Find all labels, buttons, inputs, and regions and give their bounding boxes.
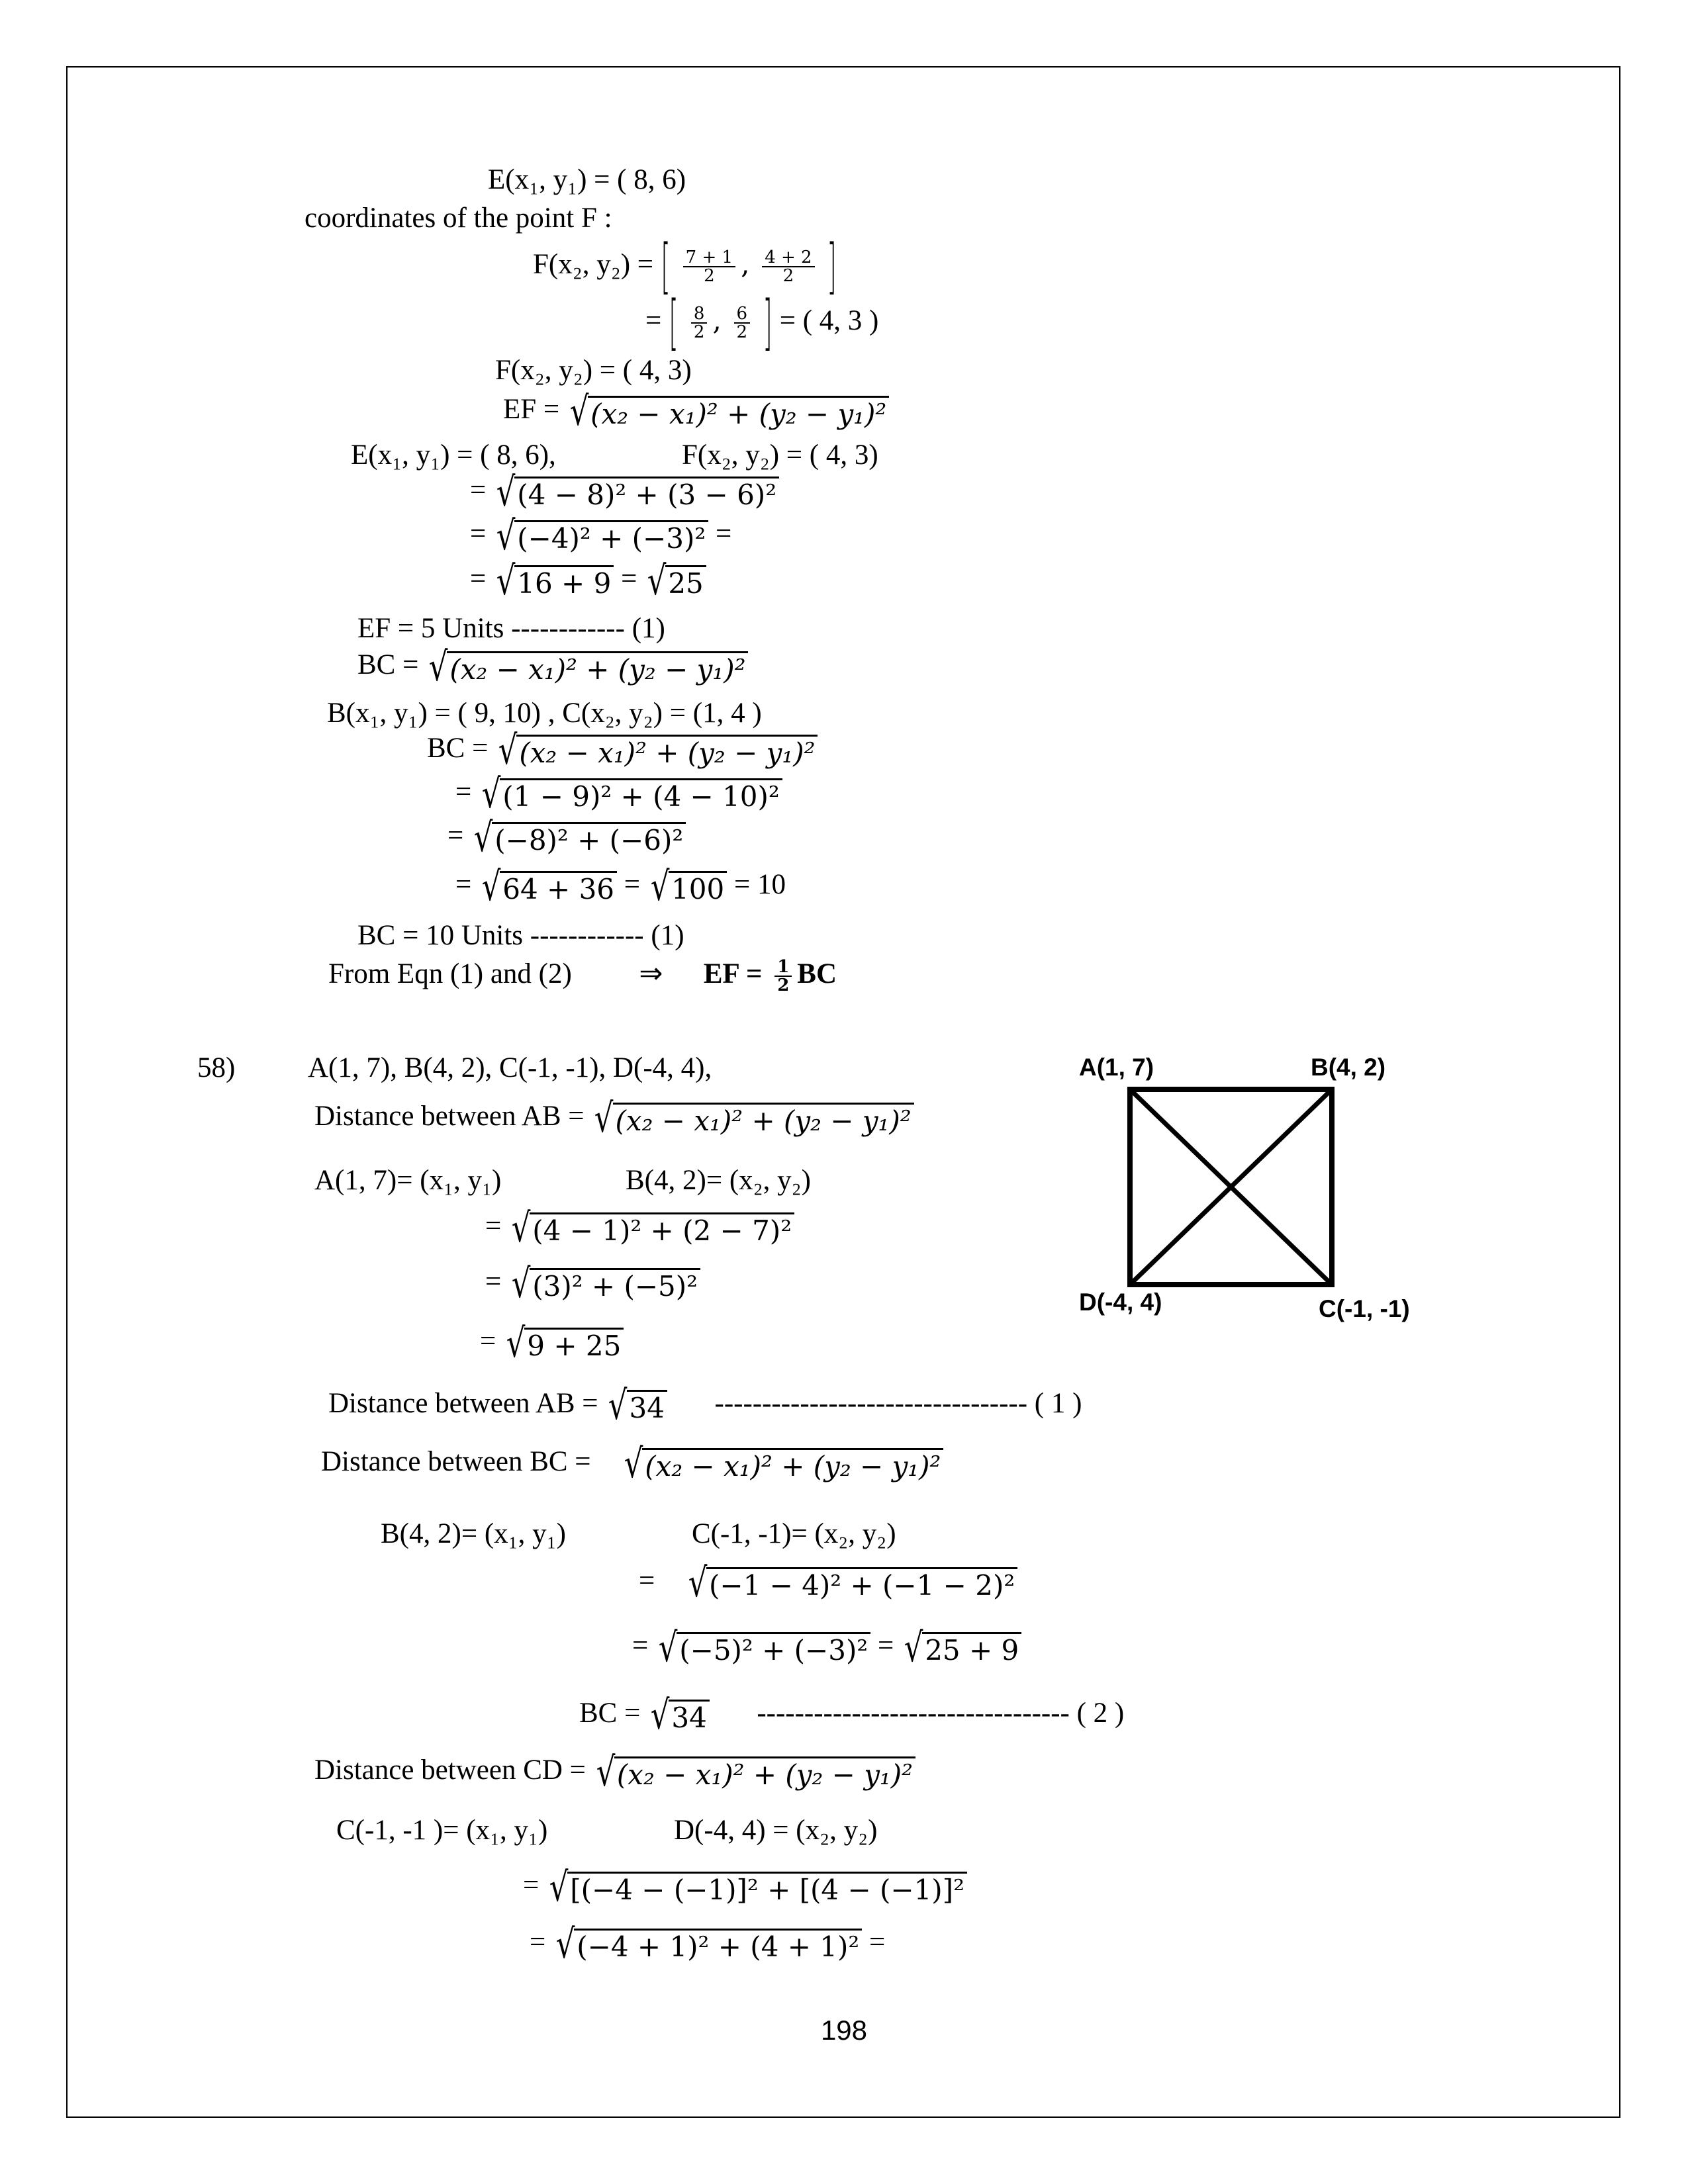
line-bc2-sq: = √(−5)² + (−3)² = √25 + 9 — [632, 1628, 1021, 1668]
page-number: 198 — [820, 2015, 868, 2046]
line-ef-points-f: F(x₂, y₂) = ( 4, 3) — [682, 439, 878, 471]
line-bc-sum: = √64 + 36 = √100 = 10 — [455, 864, 786, 910]
line-bc2-point-c: C(-1, -1)= (x₂, y₂) — [692, 1518, 896, 1549]
line-ef-sum: = √16 + 9 = √25 — [470, 561, 706, 601]
question-number: 58) — [197, 1052, 236, 1083]
line-ef-points-e: E(x₁, y₁) = ( 8, 6), — [351, 439, 556, 471]
line-cd-formula: Distance between CD = √(x₂ − x₁)² + (y₂ − y₁)² — [314, 1752, 915, 1792]
line-cd-simplified: = √(−4 + 1)² + (4 + 1)² = — [530, 1921, 886, 1968]
line-bc-sq: = √(−8)² + (−6)² — [447, 818, 686, 858]
line-f-midpoint: F(x₂, y₂) = [ $\frac{7 + 1}{2}$ , $\frac{4 + 2}{2}$ ] — [533, 232, 837, 301]
line-ab-formula: Distance between AB = √(x₂ − x₁)² + (y₂ − y₁)² — [314, 1099, 914, 1138]
line-f-coords: F(x₂, y₂) = ( 4, 3) — [495, 355, 692, 386]
line-bc2-formula: Distance between BC = √(x₂ − x₁)² + (y₂ − y₁)² — [321, 1444, 943, 1484]
line-bc2-point-b: B(4, 2)= (x₁, y₁) — [381, 1518, 566, 1549]
line-cd-point-d: D(-4, 4) = (x₂, y₂) — [674, 1815, 878, 1846]
line-e-coords: E(x₁, y₁) = ( 8, 6) — [488, 164, 686, 195]
line-bc-points: B(x₁, y₁) = ( 9, 10) , C(x₂, y₂) = (1, 4 ) — [327, 698, 762, 729]
line-bc2-result: BC = √34 --------------------------------- ( 2 ) — [579, 1692, 1125, 1739]
square-diagram — [1072, 1052, 1443, 1330]
line-ab-point-b: B(4, 2)= (x₂, y₂) — [626, 1165, 811, 1196]
line-f-heading: coordinates of the point F : — [305, 203, 612, 234]
line-bc-sub: = √(1 − 9)² + (4 − 10)² — [455, 774, 782, 814]
line-ef-formula: EF = √(x₂ − x₁)² + (y₂ − y₁)² — [503, 392, 889, 432]
line-f-simplified: = [ $\frac{8}{2}$ , $\frac{6}{2}$ ] = ( 4, 3 ) — [645, 288, 879, 357]
label-c: C(-1, -1) — [1319, 1295, 1410, 1322]
line-ab-sq: = √(3)² + (−5)² — [485, 1264, 700, 1304]
line-ab-sum: = √9 + 25 — [480, 1324, 624, 1363]
line-ab-point-a: A(1, 7)= (x₁, y₁) — [314, 1165, 502, 1196]
line-ab-sub: = √(4 − 1)² + (2 − 7)² — [485, 1208, 794, 1248]
line-bc-formula-2: BC = √(x₂ − x₁)² + (y₂ − y₁)² — [427, 731, 818, 770]
line-conclusion: From Eqn (1) and (2) ⇒ EF = $\frac{1}{2}$ BC — [328, 957, 837, 995]
line-cd-point-c: C(-1, -1 )= (x₁, y₁) — [336, 1815, 548, 1846]
line-ef-result: EF = 5 Units ------------ (1) — [357, 613, 665, 644]
label-d: D(-4, 4) — [1079, 1289, 1162, 1316]
line-bc2-sub: = √(−1 − 4)² + (−1 − 2)² — [639, 1563, 1017, 1603]
line-ab-result: Distance between AB = √34 --------------------------------- ( 1 ) — [328, 1383, 1082, 1429]
line-cd-sub: = √[(−4 − (−1)]² + [(4 − (−1)]² — [523, 1868, 967, 1907]
line-ef-sub: = √(4 − 8)² + (3 − 6)² — [470, 473, 779, 512]
line-bc-result: BC = 10 Units ------------ (1) — [357, 920, 684, 951]
line-ef-sq: = √(−4)² + (−3)² = — [470, 513, 732, 559]
label-b: B(4, 2) — [1311, 1054, 1386, 1081]
line-bc-formula: BC = √(x₂ − x₁)² + (y₂ − y₁)² — [357, 647, 748, 687]
label-a: A(1, 7) — [1079, 1054, 1154, 1081]
line-58-points: A(1, 7), B(4, 2), C(-1, -1), D(-4, 4), — [308, 1052, 712, 1083]
